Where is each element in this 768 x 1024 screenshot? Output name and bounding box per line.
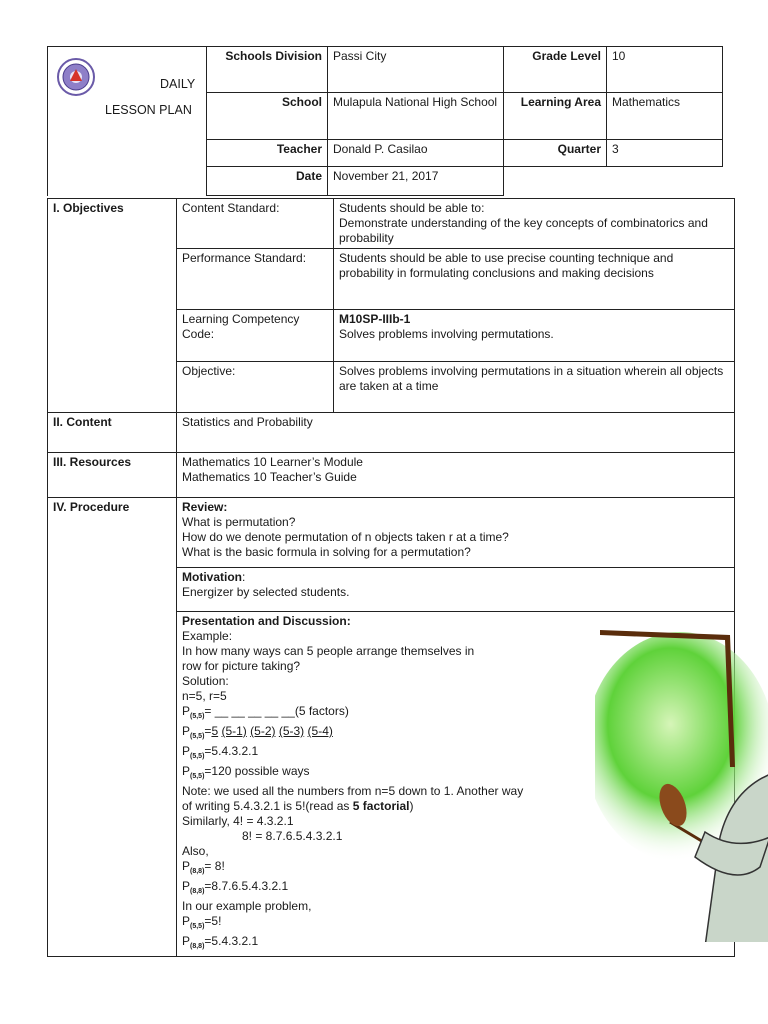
daily-label: DAILY <box>160 77 196 91</box>
question-line-1: In how many ways can 5 people arrange themselves in <box>182 644 475 658</box>
presentation-title: Presentation and Discussion: <box>182 614 351 628</box>
resources-value <box>177 453 735 498</box>
content-value: Statistics and Probability <box>177 413 735 453</box>
p88-final-line: $P_{(8,8)}=5.4.3.2.1$ <box>182 934 259 950</box>
lesson-table <box>47 198 735 957</box>
presentation-cell <box>177 612 735 957</box>
presentation-text <box>182 614 729 954</box>
competency-text: Solves problems involving permutations. <box>339 327 554 341</box>
n-r-values: n=5, r=5 <box>182 689 227 703</box>
date-label: Date <box>207 167 328 196</box>
factor-1: 5 <box>211 724 219 738</box>
review-question-2: How do we denote permutation of n objects taken r at a time? <box>182 530 509 544</box>
performance-standard-value: Students should be able to use precise counting technique and probability in formulating conclusions and making decisions <box>334 249 735 310</box>
date-value: November 21, 2017 <box>328 167 504 196</box>
grade-level-label: Grade Level <box>504 47 607 93</box>
teacher-value: Donald P. Casilao <box>328 140 504 167</box>
p55-result-line: $P_{(5,5)}=120$ possible ways <box>182 764 310 780</box>
eight-factorial-line: 8! = 8.7.6.5.4.3.2.1 <box>242 829 343 843</box>
factor-2: (5-1) <box>221 724 247 738</box>
resources-line1: Mathematics 10 Learner’s Module <box>182 455 363 469</box>
objective-label: Objective: <box>177 362 334 413</box>
p55-blanks-line: $P_{(5,5)}=$ __ __ __ __ __(5 factors) <box>182 704 349 720</box>
grade-level-value: 10 <box>607 47 723 93</box>
competency-value <box>334 310 735 362</box>
logo-cell <box>48 47 207 196</box>
resources-row <box>48 453 735 498</box>
schools-division-value: Passi City <box>328 47 504 93</box>
content-standard-line2: Demonstrate understanding of the key concepts of combinatorics and probability <box>339 216 708 245</box>
procedure-section-label: IV. Procedure <box>48 498 177 957</box>
example-label: Example: <box>182 629 233 643</box>
motivation-title: Motivation <box>182 570 242 584</box>
learning-area-label: Learning Area <box>504 93 607 140</box>
solution-label: Solution: <box>182 674 229 688</box>
p55-factors-line: $P_{(5,5)}=5$ (5-1) (5-2) (5-3) (5-4) <box>182 724 333 740</box>
review-cell <box>177 498 735 568</box>
p88-fact-line: $P_{(8,8)}= 8$! <box>182 859 225 875</box>
content-standard-row <box>48 199 735 249</box>
review-question-3: What is the basic formula in solving for a permutation? <box>182 545 471 559</box>
factor-4: (5-3) <box>278 724 305 738</box>
note-line: Note: we used all the numbers from n=5 down to 1. Another way <box>182 784 524 798</box>
school-label: School <box>207 93 328 140</box>
factor-5: (5-4) <box>307 724 333 738</box>
content-standard-value <box>334 199 735 249</box>
content-standard-label: Content Standard: <box>177 199 334 249</box>
motivation-colon: : <box>242 570 246 584</box>
teacher-label: Teacher <box>207 140 328 167</box>
also-label: Also, <box>182 844 209 858</box>
schools-division-label: Schools Division <box>207 47 328 93</box>
in-example-line: In our example problem, <box>182 899 312 913</box>
performance-standard-label: Performance Standard: <box>177 249 334 310</box>
p55-fact-line: $P_{(5,5)}=5$! <box>182 914 222 930</box>
content-section-label: II. Content <box>48 413 177 453</box>
lesson-plan-label: LESSON PLAN <box>105 103 192 117</box>
motivation-text: Energizer by selected students. <box>182 585 350 599</box>
review-question-1: What is permutation? <box>182 515 296 529</box>
learning-area-value: Mathematics <box>607 93 723 140</box>
p88-expand-line: $P_{(8,8)}=8.7.6.5.4.3.2.1$ <box>182 879 289 895</box>
competency-code: M10SP-IIIb-1 <box>339 312 411 326</box>
resources-section-label: III. Resources <box>48 453 177 498</box>
motivation-cell <box>177 568 735 612</box>
objectives-section-label: I. Objectives <box>48 199 177 413</box>
objective-value: Solves problems involving permutations in a situation wherein all objects are taken at a time <box>334 362 735 413</box>
factorial-line: of writing 5.4.3.2.1 is 5!(read as 5 factorial) <box>182 799 414 813</box>
content-row <box>48 413 735 453</box>
review-row <box>48 498 735 568</box>
quarter-value: 3 <box>607 140 723 167</box>
content-standard-line1: Students should be able to: <box>339 201 485 215</box>
header-table <box>47 46 723 196</box>
factor-3: (5-2) <box>250 724 276 738</box>
competency-label: Learning Competency Code: <box>177 310 334 362</box>
school-value: Mulapula National High School <box>328 93 504 140</box>
quarter-label: Quarter <box>504 140 607 167</box>
review-title: Review: <box>182 500 228 514</box>
deped-seal-icon <box>56 57 96 97</box>
similarly-line: Similarly, 4! = 4.3.2.1 <box>182 814 294 828</box>
p55-expand-line: $P_{(5,5)}=5.4.3.2.1$ <box>182 744 259 760</box>
question-line-2: row for picture taking? <box>182 659 301 673</box>
resources-line2: Mathematics 10 Teacher’s Guide <box>182 470 357 484</box>
